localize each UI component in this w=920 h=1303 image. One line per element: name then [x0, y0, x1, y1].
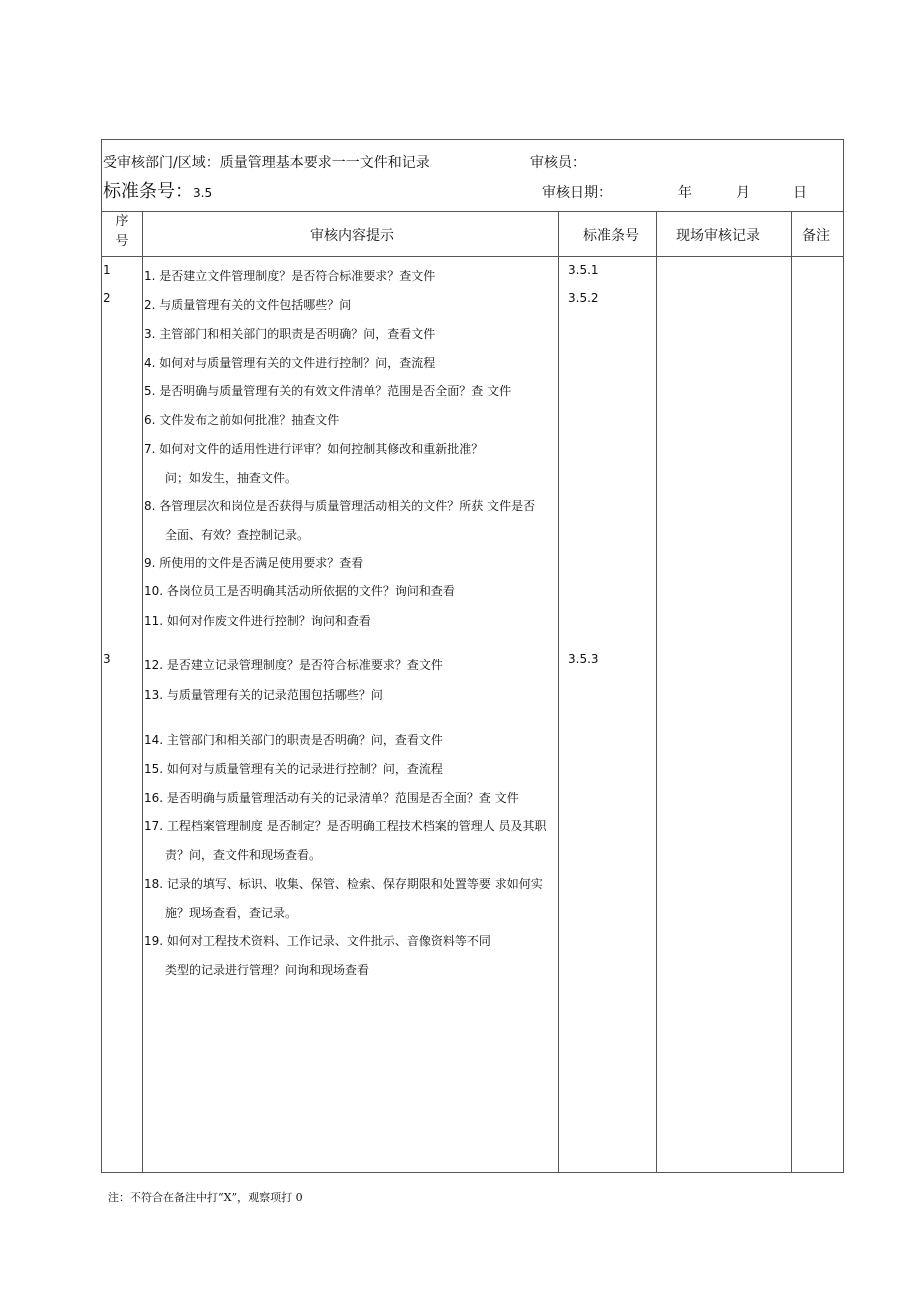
audit-table — [101, 139, 844, 1173]
day-label: 日 — [793, 185, 807, 201]
standard-clause-label: 标准条号： — [103, 181, 193, 202]
column-header-clause: 标准条号 — [583, 228, 639, 244]
column-divider — [142, 211, 143, 1172]
column-divider — [656, 211, 657, 1172]
column-header-record: 现场审核记录 — [676, 228, 760, 244]
column-header-divider — [102, 256, 843, 257]
standard-clause-value: 3.5 — [193, 186, 213, 200]
column-divider — [791, 211, 792, 1172]
seq-number: 2 — [103, 291, 111, 305]
year-label: 年 — [678, 185, 692, 201]
audit-item: 1. 是否建立文件管理制度？是否符合标准要求？查文件 — [144, 269, 436, 283]
audit-item: 4. 如何对与质量管理有关的文件进行控制？问，查流程 — [144, 356, 436, 370]
audit-item: 7. 如何对文件的适用性进行评审？如何控制其修改和重新批准？ — [144, 442, 484, 456]
audit-item: 10. 各岗位员工是否明确其活动所依据的文件？询问和查看 — [144, 584, 455, 598]
footnote: 注：不符合在备注中打“X”，观察项打 0 — [108, 1191, 303, 1204]
column-header-seq — [102, 212, 142, 252]
audit-item: 16. 是否明确与质量管理活动有关的记录清单？范围是否全面？查 文件 — [144, 791, 519, 805]
audit-item: 3. 主管部门和相关部门的职责是否明确？问，查看文件 — [144, 327, 436, 341]
audit-item: 8. 各管理层次和岗位是否获得与质量管理活动相关的文件？所获 文件是否 — [144, 499, 536, 513]
column-header-content: 审核内容提示 — [310, 228, 394, 244]
month-label: 月 — [736, 185, 750, 201]
standard-clause-cell: 3.5.1 — [568, 263, 599, 277]
audit-item: 5. 是否明确与质量管理有关的有效文件清单？范围是否全面？查 文件 — [144, 384, 512, 398]
audit-item-continuation: 问；如发生，抽查文件。 — [165, 471, 298, 485]
audit-date-label: 审核日期： — [542, 185, 612, 201]
seq-header-top: 序 — [115, 214, 129, 229]
audit-item-continuation: 责？问，查文件和现场查看。 — [165, 848, 322, 862]
audit-item: 12. 是否建立记录管理制度？是否符合标准要求？查文件 — [144, 658, 443, 672]
audit-item: 15. 如何对与质量管理有关的记录进行控制？问，查流程 — [144, 762, 443, 776]
seq-header-bottom: 号 — [115, 234, 129, 249]
audit-item: 9. 所使用的文件是否满足使用要求？查看 — [144, 556, 364, 570]
audit-item: 18. 记录的填写、标识、收集、保管、检索、保存期限和处置等要 求如何实 — [144, 877, 543, 891]
audit-item-continuation: 全面、有效？查控制记录。 — [165, 528, 310, 542]
table-header — [102, 140, 843, 212]
audit-item-continuation: 施？现场查看，查记录。 — [165, 906, 298, 920]
audit-item: 6. 文件发布之前如何批准？抽查文件 — [144, 413, 340, 427]
seq-number: 1 — [103, 263, 111, 277]
audit-item-continuation: 类型的记录进行管理？问询和现场查看 — [165, 963, 370, 977]
column-divider — [558, 211, 559, 1172]
standard-clause-cell: 3.5.3 — [568, 652, 599, 666]
standard-clause-line — [103, 177, 212, 203]
audit-item: 13. 与质量管理有关的记录范围包括哪些？问 — [144, 688, 383, 702]
column-header-remark: 备注 — [802, 228, 830, 244]
seq-number: 3 — [103, 652, 111, 666]
audit-item: 11. 如何对作废文件进行控制？询问和查看 — [144, 614, 371, 628]
auditor-label: 审核员： — [530, 155, 586, 171]
audit-item: 2. 与质量管理有关的文件包括哪些？问 — [144, 298, 352, 312]
audit-item: 14. 主管部门和相关部门的职责是否明确？问，查看文件 — [144, 733, 443, 747]
audit-item: 17. 工程档案管理制度 是否制定？是否明确工程技术档案的管理人 员及其职 — [144, 819, 547, 833]
audited-department-line: 受审核部门/区域：质量管理基本要求一一文件和记录 — [103, 155, 430, 171]
standard-clause-cell: 3.5.2 — [568, 291, 599, 305]
audit-item: 19. 如何对工程技术资料、工作记录、文件批示、音像资料等不同 — [144, 934, 491, 948]
